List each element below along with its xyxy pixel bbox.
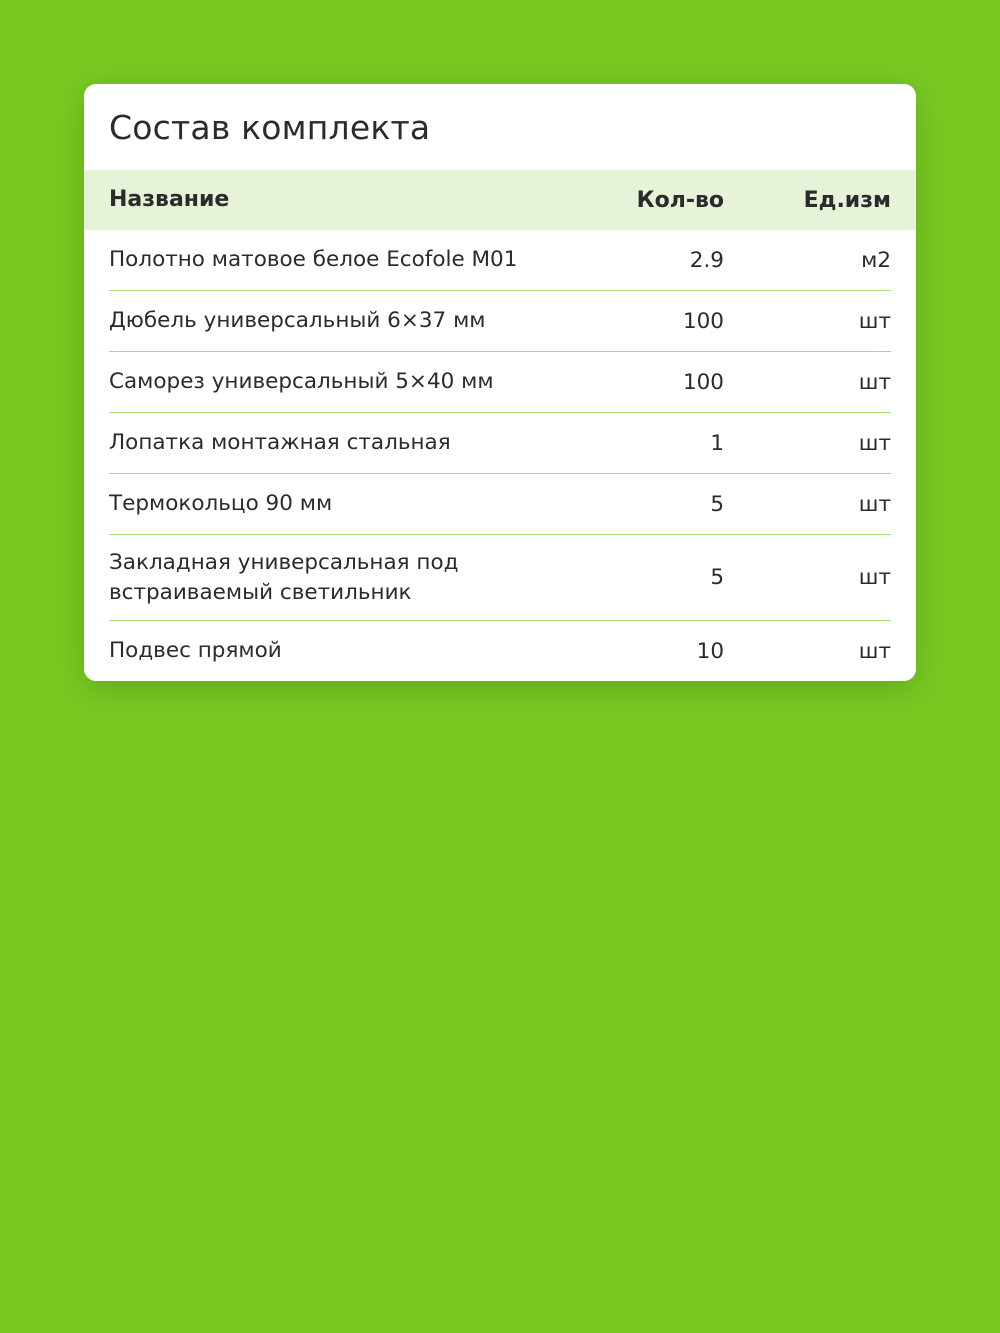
item-unit: шт <box>858 565 891 590</box>
item-unit: шт <box>858 308 891 334</box>
item-name: Подвес прямой <box>109 638 282 663</box>
item-unit: шт <box>858 638 891 664</box>
kit-table <box>84 170 916 681</box>
item-qty: 10 <box>696 638 724 664</box>
kit-contents-card <box>84 84 916 681</box>
item-qty: 2.9 <box>689 247 724 273</box>
item-name: Дюбель универсальный 6×37 мм <box>109 308 486 333</box>
header-qty: Кол-во <box>636 187 724 213</box>
table-body <box>84 230 916 681</box>
item-name: Термокольцо 90 мм <box>109 491 333 516</box>
card-title: Состав комплекта <box>109 107 431 147</box>
table-row <box>109 413 891 474</box>
table-row <box>109 474 891 535</box>
item-name: Полотно матовое белое Ecofole M01 <box>109 247 518 272</box>
item-qty: 1 <box>710 430 724 456</box>
item-name: Саморез универсальный 5×40 мм <box>109 369 494 394</box>
table-row <box>109 291 891 352</box>
item-unit: м2 <box>861 247 891 273</box>
table-row <box>109 621 891 681</box>
item-name: Лопатка монтажная стальная <box>109 430 451 455</box>
item-qty: 100 <box>682 369 724 395</box>
item-unit: шт <box>858 430 891 456</box>
header-name: Название <box>109 187 230 212</box>
header-unit: Ед.изм <box>803 187 891 213</box>
item-qty: 5 <box>710 565 724 590</box>
item-qty: 5 <box>710 491 724 517</box>
item-qty: 100 <box>682 308 724 334</box>
table-row <box>109 535 891 621</box>
item-name <box>109 548 614 608</box>
item-unit: шт <box>858 369 891 395</box>
table-row <box>109 230 891 291</box>
item-unit: шт <box>858 491 891 517</box>
item-name-text: Закладная универсальная под встраиваемый светильник <box>109 549 459 605</box>
table-header <box>84 170 916 230</box>
table-row <box>109 352 891 413</box>
